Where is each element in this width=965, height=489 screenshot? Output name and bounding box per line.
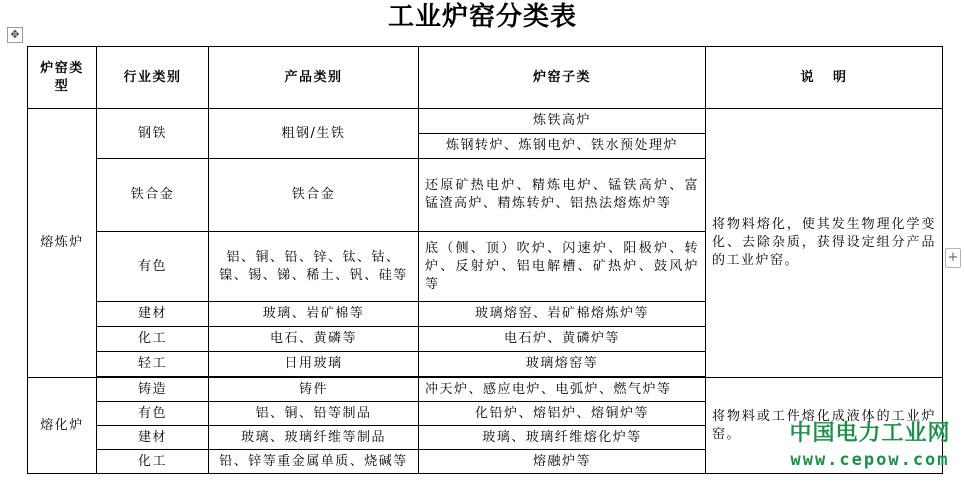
industry-cell: 建材	[97, 302, 209, 327]
header-kiln-type: 炉窑类型	[28, 47, 97, 109]
subtype-cell: 玻璃熔窑等	[419, 352, 706, 377]
table-move-handle-icon[interactable]: ✥	[7, 27, 23, 43]
industry-cell: 钢铁	[97, 109, 209, 159]
watermark-name: 中国电力工业网	[789, 421, 951, 446]
header-industry: 行业类别	[97, 47, 209, 109]
watermark-url: www.cepow.com	[790, 450, 950, 470]
subtype-cell: 熔融炉等	[419, 450, 706, 474]
subtype-cell: 底（侧、顶）吹炉、闪速炉、阳极炉、转炉、反射炉、铝电解槽、矿热炉、鼓风炉等	[419, 232, 706, 302]
product-cell: 铅、锌等重金属单质、烧碱等	[209, 450, 419, 474]
industry-cell: 轻工	[97, 352, 209, 377]
industry-cell: 化工	[97, 327, 209, 352]
product-cell: 日用玻璃	[209, 352, 419, 377]
note-melting: 将物料或工件熔化成液体的工业炉窑。	[706, 378, 943, 474]
subtype-cell: 化铅炉、熔铝炉、熔铜炉等	[419, 402, 706, 426]
product-cell: 粗钢/生铁	[209, 109, 419, 159]
header-subtype: 炉窑子类	[419, 47, 706, 109]
subtype-cell: 炼钢转炉、炼钢电炉、铁水预处理炉	[419, 134, 706, 159]
subtype-cell: 还原矿热电炉、精炼电炉、锰铁高炉、富锰渣高炉、精炼转炉、铝热法熔炼炉等	[419, 159, 706, 232]
industry-cell: 有色	[97, 232, 209, 302]
header-row	[28, 47, 943, 109]
industry-cell: 化工	[97, 450, 209, 474]
subtype-cell: 炼铁高炉	[419, 109, 706, 134]
product-cell: 铁合金	[209, 159, 419, 232]
subtype-cell: 冲天炉、感应电炉、电弧炉、燃气炉等	[419, 378, 706, 402]
watermark	[780, 420, 960, 472]
industry-cell: 铸造	[97, 378, 209, 402]
table-row	[28, 378, 943, 402]
product-cell: 玻璃、岩矿棉等	[209, 302, 419, 327]
add-column-icon[interactable]: +	[945, 248, 961, 268]
subtype-cell: 电石炉、黄磷炉等	[419, 327, 706, 352]
kiln-type-melting: 熔化炉	[28, 378, 97, 474]
product-cell: 电石、黄磷等	[209, 327, 419, 352]
product-cell: 铝、铜、铅、锌、钛、钴、镍、锡、锑、稀土、钒、硅等	[209, 232, 419, 302]
product-cell: 玻璃、玻璃纤维等制品	[209, 426, 419, 450]
industry-cell: 建材	[97, 426, 209, 450]
table-row	[28, 109, 943, 134]
industry-cell: 铁合金	[97, 159, 209, 232]
note-smelting: 将物料熔化，使其发生物理化学变化、去除杂质，获得设定组分产品的工业炉窑。	[706, 109, 943, 378]
kiln-classification-table	[27, 46, 943, 474]
header-product: 产品类别	[209, 47, 419, 109]
page-title: 工业炉窑分类表	[387, 2, 577, 32]
kiln-type-smelting: 熔炼炉	[28, 109, 97, 378]
subtype-cell: 玻璃、玻璃纤维熔化炉等	[419, 426, 706, 450]
subtype-cell: 玻璃熔窑、岩矿棉熔炼炉等	[419, 302, 706, 327]
industry-cell: 有色	[97, 402, 209, 426]
product-cell: 铸件	[209, 378, 419, 402]
product-cell: 铝、铜、铅等制品	[209, 402, 419, 426]
header-note: 说 明	[706, 47, 943, 109]
